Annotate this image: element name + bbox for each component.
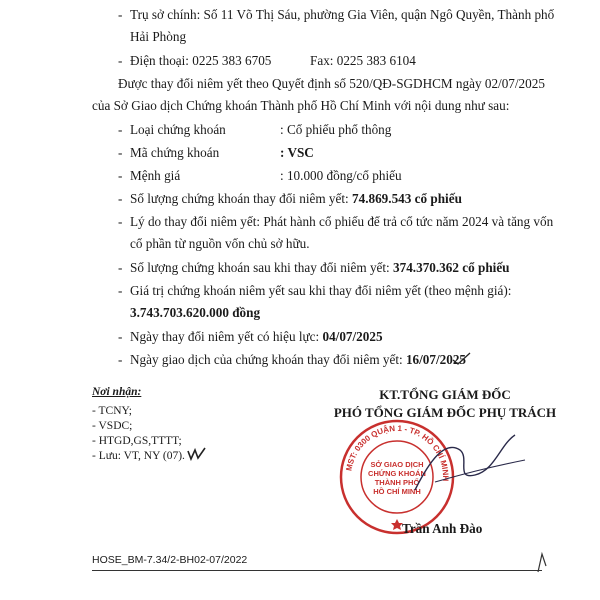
recipient-item: - HTGD,GS,TTTT; [92, 435, 182, 447]
recipient-item: - VSDC; [92, 420, 133, 432]
item-change-qty: - Số lượng chứng khoán thay đổi niêm yết: 74.869.543 cổ phiếu [118, 191, 462, 206]
stamp-text-1: SỞ GIAO DỊCH [370, 460, 424, 469]
stamp-text-4: HỒ CHÍ MINH [373, 487, 421, 496]
item-trading: - Ngày giao dịch của chứng khoán thay đổi niêm yết: 16/07/2025 [118, 352, 467, 367]
footer-divider [92, 570, 542, 571]
stamp-ring-text: MST: 0300 QUẬN 1 - TP. HỒ CHÍ MINH [344, 423, 451, 482]
item-effective: - Ngày thay đổi niêm yết có hiệu lực: 04/07/2025 [118, 329, 383, 344]
initials-mark-icon [187, 447, 207, 461]
item-after-qty: - Số lượng chứng khoán sau khi thay đổi niêm yết: 374.370.362 cổ phiếu [118, 260, 510, 275]
stamp-text-3: THÀNH PHỐ [374, 478, 420, 487]
page-mark-icon [535, 552, 549, 574]
phone-number: Điện thoại: 0225 383 6705 [130, 53, 272, 68]
item-reason-2: cổ phần từ nguồn vốn chủ sở hữu. [130, 236, 310, 251]
recipients-title: Nơi nhận: [92, 386, 142, 398]
form-code: HOSE_BM-7.34/2-BH02-07/2022 [92, 554, 248, 566]
stamp-text-2: CHỨNG KHOÁN [368, 469, 426, 478]
item-code: - Mã chứng khoán : VSC [118, 145, 314, 160]
intro-line-1: Được thay đổi niêm yết theo Quyết định số 520/QĐ-SGDHCM ngày 02/07/2025 [118, 76, 545, 91]
item-reason: - Lý do thay đổi niêm yết: Phát hành cổ phiếu để trả cổ tức năm 2024 và tăng vốn [118, 214, 554, 229]
recipient-item: - TCNY; [92, 405, 132, 417]
item-after-value-amount: 3.743.703.620.000 đồng [130, 305, 261, 320]
item-after-value: - Giá trị chứng khoán niêm yết sau khi thay đổi niêm yết (theo mệnh giá): [118, 283, 512, 298]
check-mark-icon [452, 352, 472, 366]
contact-line: - Điện thoại: 0225 383 6705 Fax: 0225 383 6104 [118, 53, 416, 68]
address-line: - Trụ sở chính: Số 11 Võ Thị Sáu, phường Gia Viên, quận Ngô Quyền, Thành phố [118, 7, 555, 22]
item-par: - Mệnh giá : 10.000 đồng/cổ phiếu [118, 168, 402, 183]
intro-line-2: của Sở Giao dịch Chứng khoán Thành phố Hồ Chí Minh với nội dung như sau: [92, 98, 510, 113]
item-type: - Loại chứng khoán : Cổ phiếu phổ thông [118, 122, 392, 137]
address-line-2: Hải Phòng [130, 29, 187, 44]
signer-name: Trần Anh Đào [402, 521, 483, 536]
signature-title-1: KT.TỔNG GIÁM ĐỐC [379, 387, 511, 402]
handwritten-signature [405, 420, 535, 500]
recipient-item: - Lưu: VT, NY (07). [92, 450, 185, 462]
fax-number: Fax: 0225 383 6104 [310, 53, 416, 68]
signature-title-2: PHÓ TỔNG GIÁM ĐỐC PHỤ TRÁCH [333, 405, 557, 420]
